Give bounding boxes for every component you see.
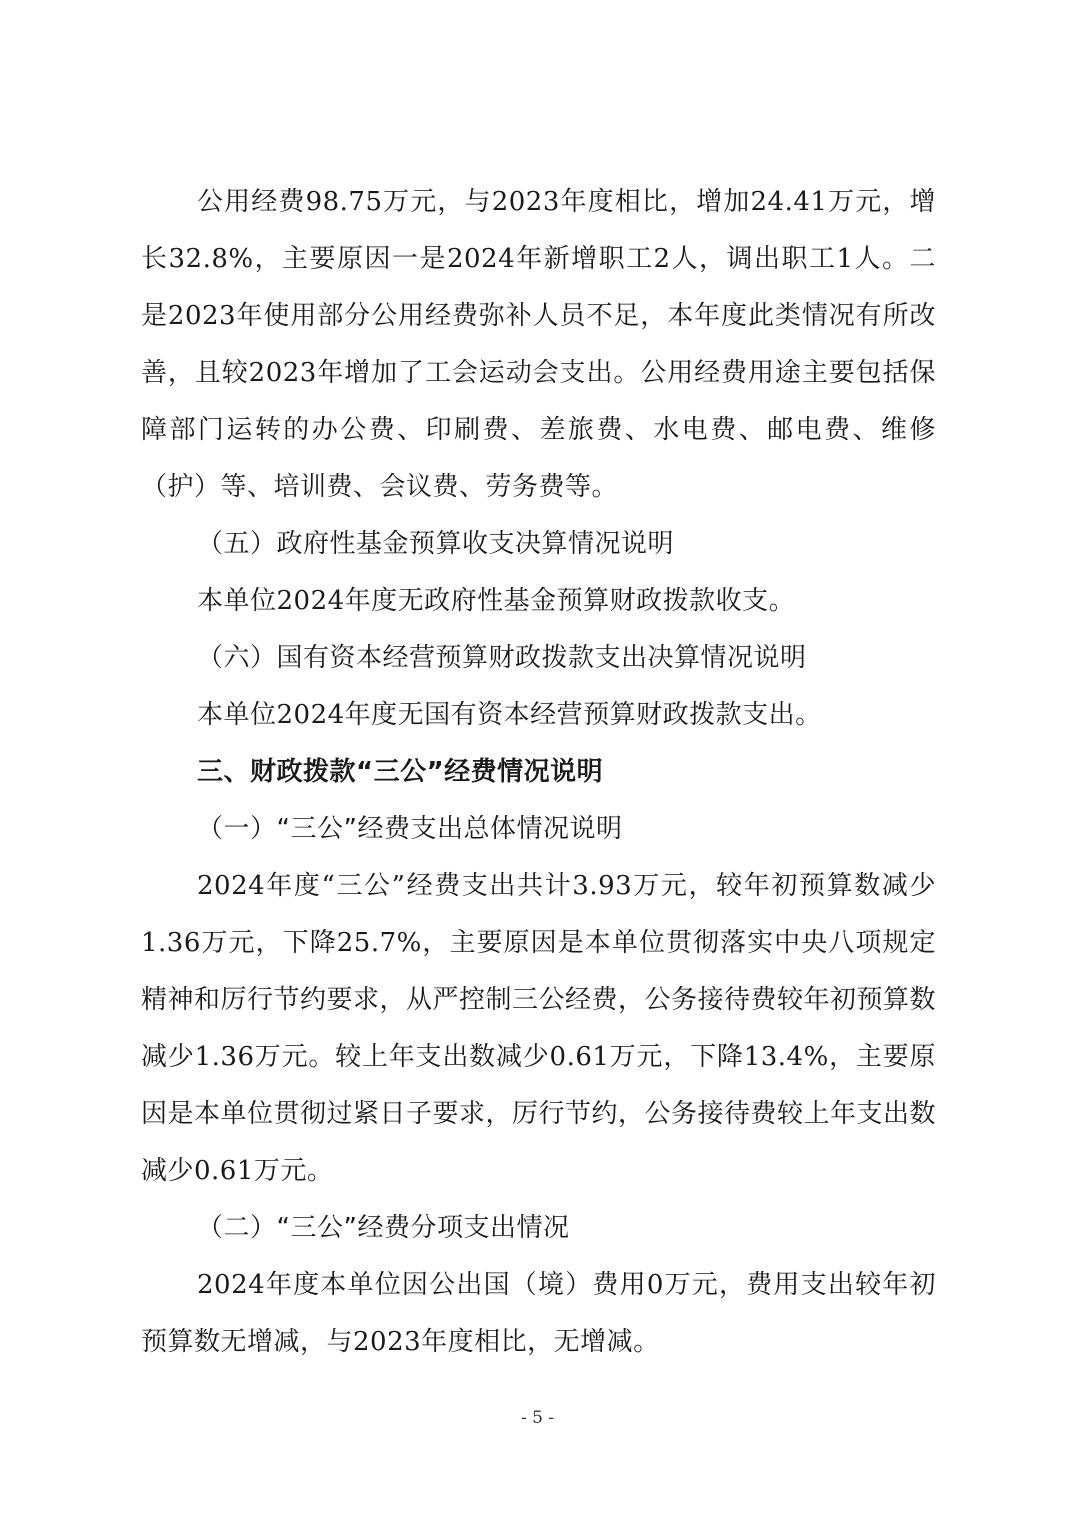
document-body	[141, 174, 936, 1371]
paragraph-public-expenses: 公用经费98.75万元，与2023年度相比，增加24.41万元，增长32.8%，主要原因一是2024年新增职工2人，调出职工1人。二是2023年使用部分公用经费弥补人员不足，本年度此类情况有所改善，且较2023年增加了工会运动会支出。公用经费用途主要包括保障部门运转的办公费、印刷费、差旅费、水电费、邮电费、维修（护）等、培训费、会议费、劳务费等。	[141, 187, 936, 502]
paragraph-three-public-overall: 2024年度“三公”经费支出共计3.93万元，较年初预算数减少1.36万元，下降25.7%，主要原因是本单位贯彻落实中央八项规定精神和厉行节约要求，从严控制三公经费，公务接待费较年初预算数减少1.36万元。较上年支出数减少0.61万元，下降13.4%，主要原因是本单位贯彻过紧日子要求，厉行节约，公务接待费较上年支出数减少0.61万元。	[141, 871, 937, 1186]
paragraph-state-capital: 本单位2024年度无国有资本经营预算财政拨款支出。	[197, 700, 822, 730]
subheading-state-capital: （六）国有资本经营预算财政拨款支出决算情况说明	[197, 643, 807, 673]
subheading-three-public-items: （二）“三公”经费分项支出情况	[197, 1213, 570, 1243]
paragraph-outbound-travel: 2024年度本单位因公出国（境）费用0万元，费用支出较年初预算数无增减，与2023年度相比，无增减。	[141, 1270, 936, 1357]
subheading-government-fund: （五）政府性基金预算收支决算情况说明	[197, 529, 675, 559]
subheading-three-public-overall: （一）“三公”经费支出总体情况说明	[197, 814, 623, 844]
section-heading-three-public: 三、财政拨款“三公”经费情况说明	[197, 757, 604, 787]
paragraph-government-fund: 本单位2024年度无政府性基金预算财政拨款收支。	[197, 586, 796, 616]
page-number: - 5 -	[520, 1408, 555, 1428]
